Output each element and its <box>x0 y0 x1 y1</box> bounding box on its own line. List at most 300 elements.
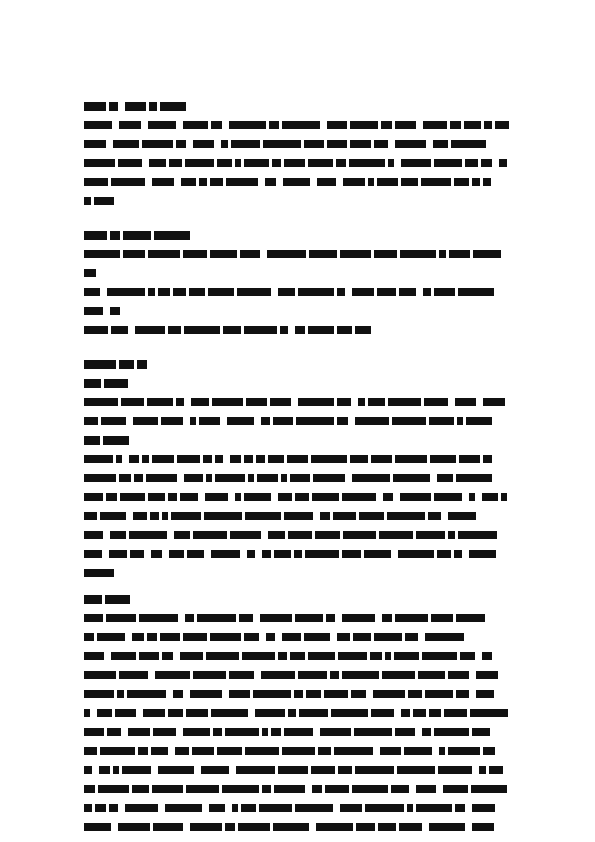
text-run <box>443 785 468 793</box>
text-run <box>469 493 475 501</box>
text-run <box>479 766 486 774</box>
text-run <box>418 671 445 679</box>
text-run <box>215 474 245 482</box>
text-run <box>135 326 165 334</box>
text-run <box>287 455 308 463</box>
text-run <box>381 121 392 129</box>
text-run <box>186 709 208 717</box>
text-line <box>84 121 512 130</box>
text-run <box>306 690 321 698</box>
text-run <box>113 140 139 148</box>
text-run <box>373 690 405 698</box>
document-title <box>84 102 204 111</box>
text-line <box>84 614 512 623</box>
text-run <box>148 493 165 501</box>
text-run <box>158 288 170 296</box>
text-run <box>451 140 486 148</box>
text-run <box>84 633 94 641</box>
text-run <box>175 747 189 755</box>
text-run <box>340 804 362 812</box>
text-run <box>191 398 209 406</box>
text-run <box>100 512 126 520</box>
text-run <box>149 102 157 111</box>
text-run <box>190 417 196 425</box>
text-run <box>193 531 227 539</box>
text-run <box>434 288 455 296</box>
text-run <box>280 326 288 334</box>
text-line <box>84 531 512 540</box>
text-run <box>84 785 95 793</box>
text-run <box>393 474 430 482</box>
text-run <box>183 633 207 641</box>
text-run <box>401 159 431 167</box>
text-run <box>334 747 373 755</box>
text-run <box>416 531 445 539</box>
text-line <box>84 455 512 464</box>
text-run <box>255 709 285 717</box>
text-run <box>457 417 463 425</box>
text-run <box>434 159 462 167</box>
text-run <box>267 250 306 258</box>
text-run <box>316 823 353 831</box>
text-run <box>130 550 144 558</box>
text-run <box>343 531 376 539</box>
text-run <box>84 709 90 717</box>
text-run <box>282 633 301 641</box>
text-run <box>374 140 388 148</box>
text-run <box>173 288 186 296</box>
text-run <box>315 531 340 539</box>
text-run <box>388 159 394 167</box>
text-run <box>84 269 96 277</box>
text-run <box>482 493 498 501</box>
text-line <box>84 709 512 718</box>
text-run <box>84 197 91 205</box>
text-run <box>109 102 118 111</box>
text-run <box>456 690 469 698</box>
text-run <box>245 747 279 755</box>
word-gap <box>500 538 504 540</box>
text-run <box>110 307 120 315</box>
text-run <box>499 159 507 167</box>
text-line <box>84 493 512 502</box>
text-run <box>139 652 159 660</box>
text-run <box>472 178 480 186</box>
text-run <box>111 652 136 660</box>
text-run <box>84 531 103 539</box>
text-run <box>168 493 177 501</box>
text-run <box>199 417 220 425</box>
text-line <box>84 569 114 578</box>
text-run <box>377 288 396 296</box>
text-line <box>84 512 512 521</box>
text-run <box>116 455 122 463</box>
text-run <box>84 379 101 388</box>
text-run <box>336 159 346 167</box>
text-run <box>247 550 255 558</box>
text-run <box>382 614 392 622</box>
text-run <box>455 398 476 406</box>
text-run <box>387 512 425 520</box>
text-run <box>119 474 131 482</box>
text-run <box>95 804 106 812</box>
text-run <box>147 633 157 641</box>
text-run <box>129 455 139 463</box>
text-run <box>388 398 421 406</box>
text-run <box>437 474 453 482</box>
text-run <box>84 398 118 406</box>
text-run <box>391 785 409 793</box>
text-run <box>84 595 102 604</box>
text-run <box>186 785 219 793</box>
text-run <box>337 288 345 296</box>
text-run <box>365 804 404 812</box>
text-run <box>111 326 128 334</box>
text-run <box>181 178 196 186</box>
text-run <box>455 804 465 812</box>
text-run <box>123 250 145 258</box>
text-run <box>177 455 200 463</box>
text-line <box>84 159 512 168</box>
text-run <box>425 690 453 698</box>
text-run <box>416 785 436 793</box>
text-run <box>245 512 281 520</box>
text-run <box>397 766 435 774</box>
text-run <box>180 652 203 660</box>
text-run <box>103 436 129 445</box>
text-run <box>99 766 110 774</box>
text-run <box>97 633 125 641</box>
text-run <box>476 690 494 698</box>
text-run <box>184 326 220 334</box>
text-run <box>340 250 371 258</box>
text-run <box>448 671 469 679</box>
text-run <box>483 398 505 406</box>
text-line <box>84 747 512 756</box>
text-run <box>333 512 356 520</box>
text-run <box>244 493 271 501</box>
text-run <box>248 474 254 482</box>
text-run <box>471 785 507 793</box>
text-run <box>115 709 136 717</box>
text-run <box>205 493 228 501</box>
text-run <box>84 728 104 736</box>
text-run <box>407 804 413 812</box>
text-run <box>338 652 367 660</box>
text-run <box>123 231 151 240</box>
text-run <box>203 455 212 463</box>
subsection-heading <box>84 379 142 388</box>
text-run <box>113 766 119 774</box>
text-run <box>119 360 134 369</box>
text-run <box>378 823 396 831</box>
text-run <box>138 747 148 755</box>
text-run <box>211 121 222 129</box>
text-run <box>349 159 385 167</box>
text-run <box>193 671 226 679</box>
text-run <box>288 709 296 717</box>
text-run <box>309 250 337 258</box>
text-line <box>84 474 512 483</box>
text-run <box>395 140 426 148</box>
text-run <box>148 250 180 258</box>
text-run <box>84 766 92 774</box>
text-run <box>171 512 201 520</box>
text-run <box>359 512 384 520</box>
text-run <box>84 690 114 698</box>
text-run <box>262 550 271 558</box>
text-run <box>107 288 145 296</box>
text-run <box>209 804 225 812</box>
text-run <box>444 709 467 717</box>
text-run <box>206 652 239 660</box>
text-run <box>422 652 457 660</box>
text-line <box>84 633 489 642</box>
text-run <box>120 493 145 501</box>
text-run <box>342 493 376 501</box>
text-run <box>271 728 281 736</box>
text-run <box>421 178 451 186</box>
text-run <box>222 785 259 793</box>
text-run <box>242 652 275 660</box>
text-run <box>295 493 309 501</box>
text-run <box>105 595 130 604</box>
text-run <box>221 140 228 148</box>
text-run <box>183 250 207 258</box>
text-run <box>383 493 393 501</box>
text-run <box>294 550 302 558</box>
text-line <box>84 307 146 316</box>
text-run <box>190 690 222 698</box>
text-run <box>199 178 207 186</box>
text-run <box>288 531 312 539</box>
text-run <box>355 417 389 425</box>
text-run <box>142 455 149 463</box>
text-line <box>84 269 96 278</box>
text-run <box>318 747 331 755</box>
text-run <box>84 512 97 520</box>
text-run <box>184 474 203 482</box>
text-run <box>84 159 115 167</box>
text-run <box>428 512 441 520</box>
text-run <box>211 550 240 558</box>
text-run <box>274 550 291 558</box>
text-run <box>180 493 198 501</box>
text-run <box>456 614 485 622</box>
text-run <box>354 728 392 736</box>
text-run <box>84 747 97 755</box>
text-run <box>484 121 492 129</box>
text-line <box>84 804 512 813</box>
text-run <box>472 823 494 831</box>
text-run <box>430 455 456 463</box>
text-run <box>84 455 113 463</box>
word-gap <box>494 185 498 187</box>
text-run <box>176 398 184 406</box>
text-run <box>489 766 503 774</box>
text-run <box>327 140 347 148</box>
text-run <box>152 785 183 793</box>
text-line <box>84 671 512 680</box>
text-run <box>84 823 111 831</box>
text-run <box>260 614 292 622</box>
text-run <box>380 747 401 755</box>
text-run <box>283 178 310 186</box>
text-run <box>448 512 476 520</box>
text-run <box>173 690 183 698</box>
subsection-heading <box>84 436 136 445</box>
text-run <box>282 121 320 129</box>
text-run <box>342 671 379 679</box>
word-gap <box>497 830 501 832</box>
text-run <box>235 159 241 167</box>
text-run <box>405 633 418 641</box>
text-run <box>448 747 480 755</box>
text-run <box>449 250 470 258</box>
text-line <box>84 178 512 187</box>
word-gap <box>467 640 471 642</box>
text-run <box>160 102 186 111</box>
text-run <box>118 823 150 831</box>
text-run <box>448 531 455 539</box>
text-run <box>132 785 149 793</box>
text-run <box>143 709 165 717</box>
text-run <box>395 728 415 736</box>
text-run <box>413 709 426 717</box>
text-run <box>147 398 173 406</box>
text-run <box>308 159 333 167</box>
text-run <box>106 493 117 501</box>
text-run <box>337 633 350 641</box>
text-run <box>257 474 278 482</box>
text-run <box>84 804 92 812</box>
text-run <box>392 417 426 425</box>
text-run <box>317 178 336 186</box>
word-gap <box>495 424 499 426</box>
text-run <box>106 614 136 622</box>
text-run <box>142 140 173 148</box>
text-run <box>117 690 124 698</box>
text-run <box>185 159 214 167</box>
text-run <box>253 690 291 698</box>
text-run <box>382 671 415 679</box>
text-run <box>168 326 181 334</box>
text-run <box>201 766 229 774</box>
text-run <box>472 804 495 812</box>
word-gap <box>488 621 492 623</box>
text-run <box>299 709 328 717</box>
text-run <box>423 288 431 296</box>
text-line <box>84 326 400 335</box>
word-gap <box>374 333 378 335</box>
text-run <box>100 747 135 755</box>
text-line <box>84 823 512 832</box>
text-run <box>470 709 508 717</box>
text-run <box>84 326 108 334</box>
text-run <box>212 398 243 406</box>
text-run <box>206 474 212 482</box>
text-run <box>284 512 313 520</box>
text-run <box>84 550 102 558</box>
text-run <box>400 250 436 258</box>
text-run <box>466 417 492 425</box>
text-run <box>84 250 120 258</box>
text-run <box>133 512 147 520</box>
text-run <box>208 288 234 296</box>
text-run <box>238 823 270 831</box>
text-run <box>371 709 394 717</box>
text-run <box>433 140 448 148</box>
text-run <box>232 804 238 812</box>
text-run <box>298 398 334 406</box>
text-run <box>273 417 293 425</box>
section-heading <box>84 231 199 240</box>
text-run <box>394 652 419 660</box>
text-run <box>459 455 480 463</box>
text-run <box>401 709 410 717</box>
text-run <box>404 747 432 755</box>
text-run <box>84 121 112 129</box>
text-run <box>284 728 313 736</box>
text-run <box>84 671 116 679</box>
text-run <box>174 531 190 539</box>
text-run <box>227 417 254 425</box>
text-run <box>109 804 118 812</box>
text-run <box>495 121 509 129</box>
text-run <box>460 652 475 660</box>
text-run <box>429 417 454 425</box>
text-run <box>352 288 374 296</box>
text-run <box>211 709 248 717</box>
text-run <box>210 250 237 258</box>
text-run <box>155 671 190 679</box>
text-run <box>231 140 260 148</box>
text-run <box>193 140 214 148</box>
text-run <box>121 398 144 406</box>
text-run <box>456 474 492 482</box>
text-run <box>350 121 378 129</box>
text-run <box>423 121 447 129</box>
text-run <box>237 288 271 296</box>
text-run <box>265 178 276 186</box>
text-run <box>101 417 126 425</box>
text-run <box>379 531 413 539</box>
text-run <box>278 288 295 296</box>
text-run <box>305 550 339 558</box>
text-run <box>458 288 494 296</box>
text-run <box>401 178 418 186</box>
text-run <box>320 512 330 520</box>
text-run <box>337 326 352 334</box>
text-run <box>229 690 250 698</box>
text-run <box>343 178 365 186</box>
text-run <box>84 417 98 425</box>
text-run <box>304 633 330 641</box>
text-run <box>132 633 144 641</box>
text-run <box>240 250 260 258</box>
text-run <box>148 288 155 296</box>
text-run <box>278 493 292 501</box>
text-run <box>246 398 267 406</box>
text-run <box>295 614 323 622</box>
text-run <box>244 455 253 463</box>
text-run <box>230 455 241 463</box>
text-run <box>458 531 497 539</box>
text-run <box>244 159 269 167</box>
text-run <box>439 747 445 755</box>
text-run <box>465 159 478 167</box>
text-run <box>110 531 126 539</box>
